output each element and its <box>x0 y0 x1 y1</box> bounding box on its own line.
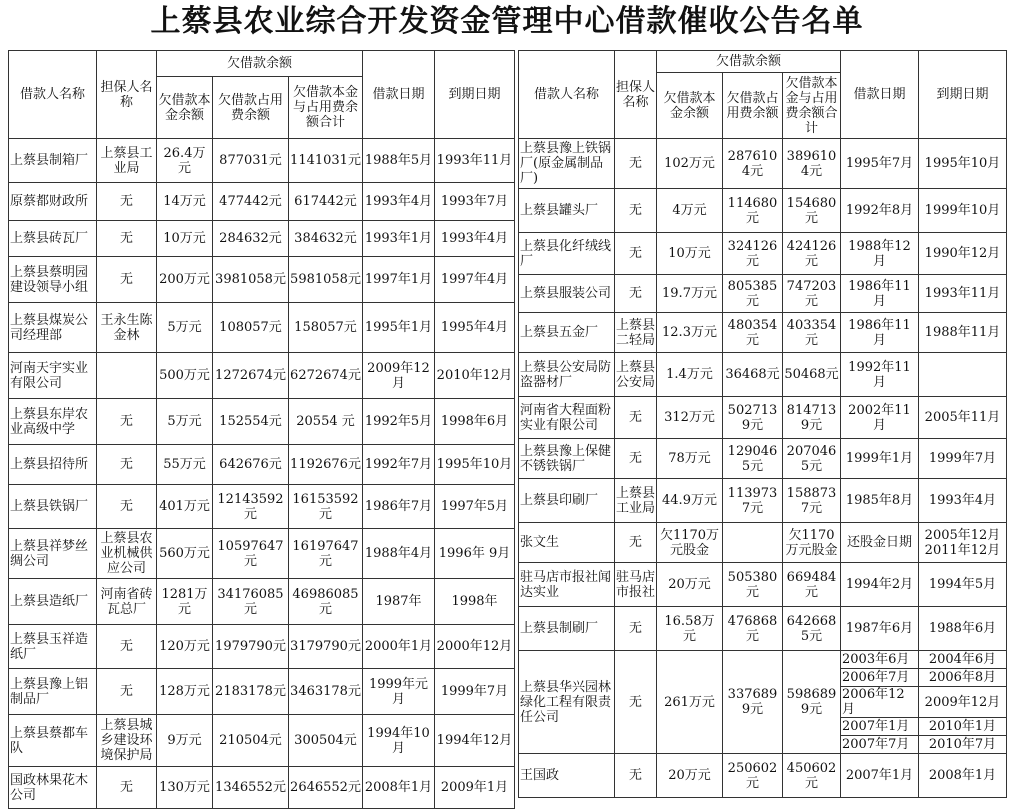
total-balance: 1141031元 <box>289 139 363 183</box>
fee-balance: 477442元 <box>213 183 289 221</box>
fee-balance: 1979790元 <box>213 625 289 669</box>
total-balance: 158057元 <box>289 303 363 353</box>
table-row <box>519 139 1007 189</box>
table-row <box>519 275 1007 313</box>
guarantor-name: 无 <box>615 189 657 233</box>
due-date: 2010年12月 <box>435 353 515 399</box>
principal-balance: 4万元 <box>657 189 723 233</box>
header-fee: 欠借款占用费余额 <box>723 73 783 139</box>
table-row <box>9 399 515 445</box>
principal-balance: 120万元 <box>157 625 213 669</box>
total-balance: 617442元 <box>289 183 363 221</box>
borrower-name: 驻马店市报社闻达实业 <box>519 563 615 607</box>
fee-balance: 505380元 <box>723 563 783 607</box>
table-row <box>9 353 515 399</box>
guarantor-name: 上蔡县工业局 <box>97 139 157 183</box>
principal-balance: 128万元 <box>157 669 213 715</box>
table-row <box>9 221 515 257</box>
table-row <box>9 529 515 579</box>
borrow-date: 1992年7月 <box>363 445 435 485</box>
left-table <box>8 50 515 809</box>
borrower-name: 上蔡县豫上保健不锈铁锅厂 <box>519 439 615 479</box>
due-date: 1988年11月 <box>919 313 1007 353</box>
due-date: 1999年7月 <box>435 669 515 715</box>
guarantor-name: 无 <box>97 669 157 715</box>
principal-balance: 78万元 <box>657 439 723 479</box>
borrow-date: 2002年11月 <box>841 397 919 439</box>
fee-balance: 34176085元 <box>213 579 289 625</box>
principal-balance: 10万元 <box>157 221 213 257</box>
header-owed: 欠借款余额 <box>657 51 841 73</box>
principal-balance: 312万元 <box>657 397 723 439</box>
borrow-date: 2006年7月 <box>841 669 919 687</box>
table-row <box>519 233 1007 275</box>
borrower-name: 原蔡都财政所 <box>9 183 97 221</box>
principal-balance: 1281万元 <box>157 579 213 625</box>
due-date: 2005年11月 <box>919 397 1007 439</box>
borrow-date: 1992年11月 <box>841 353 919 397</box>
borrower-name: 上蔡县招待所 <box>9 445 97 485</box>
due-date: 2010年7月 <box>919 736 1007 754</box>
fee-balance: 476868元 <box>723 607 783 651</box>
borrower-name: 上蔡县制箱厂 <box>9 139 97 183</box>
total-balance: 154680元 <box>783 189 841 233</box>
table-row <box>9 183 515 221</box>
guarantor-name: 驻马店市报社 <box>615 563 657 607</box>
due-date: 2008年1月 <box>919 754 1007 798</box>
due-date: 1995年4月 <box>435 303 515 353</box>
due-date: 1990年12月 <box>919 233 1007 275</box>
principal-balance: 16.58万元 <box>657 607 723 651</box>
borrow-date: 还股金日期 <box>841 523 919 563</box>
page-title: 上蔡县农业综合开发资金管理中心借款催收公告名单 <box>150 4 864 39</box>
total-balance: 20554 元 <box>289 399 363 445</box>
total-balance: 1588737元 <box>783 479 841 523</box>
guarantor-name <box>97 353 157 399</box>
guarantor-name: 无 <box>97 625 157 669</box>
borrow-date: 2007年1月 <box>841 754 919 798</box>
borrow-date: 2007年7月 <box>841 736 919 754</box>
fee-balance <box>723 523 783 563</box>
borrower-name: 上蔡县玉祥造纸厂 <box>9 625 97 669</box>
total-balance: 3896104元 <box>783 139 841 189</box>
header-principal: 欠借款本金余额 <box>157 77 213 139</box>
total-balance: 403354元 <box>783 313 841 353</box>
header-name: 借款人名称 <box>9 51 97 139</box>
principal-balance: 26.4万元 <box>157 139 213 183</box>
guarantor-name: 无 <box>615 607 657 651</box>
principal-balance: 1.4万元 <box>657 353 723 397</box>
guarantor-name: 无 <box>615 754 657 798</box>
total-balance: 6426685元 <box>783 607 841 651</box>
principal-balance: 10万元 <box>657 233 723 275</box>
principal-balance: 130万元 <box>157 767 213 809</box>
due-date: 1995年10月 <box>435 445 515 485</box>
fee-balance: 5027139元 <box>723 397 783 439</box>
principal-balance: 560万元 <box>157 529 213 579</box>
borrow-date: 1993年1月 <box>363 221 435 257</box>
total-balance: 16153592元 <box>289 485 363 529</box>
principal-balance: 200万元 <box>157 257 213 303</box>
guarantor-name: 无 <box>615 397 657 439</box>
header-total: 欠借款本金与占用费余额合计 <box>289 77 363 139</box>
borrower-name: 上蔡县煤炭公司经理部 <box>9 303 97 353</box>
table-row <box>9 485 515 529</box>
total-balance: 50468元 <box>783 353 841 397</box>
fee-balance: 1139737元 <box>723 479 783 523</box>
due-date: 2000年12月 <box>435 625 515 669</box>
borrow-date: 1985年8月 <box>841 479 919 523</box>
due-date <box>919 353 1007 397</box>
table-row <box>519 651 1007 669</box>
guarantor-name: 上蔡县工业局 <box>615 479 657 523</box>
borrow-date: 1986年11月 <box>841 275 919 313</box>
total-balance: 6272674元 <box>289 353 363 399</box>
guarantor-name: 无 <box>97 221 157 257</box>
due-date: 1999年7月 <box>919 439 1007 479</box>
borrow-date: 2000年1月 <box>363 625 435 669</box>
due-date: 1993年4月 <box>435 221 515 257</box>
borrower-name: 上蔡县制刷厂 <box>519 607 615 651</box>
due-date: 1993年7月 <box>435 183 515 221</box>
principal-balance: 14万元 <box>157 183 213 221</box>
guarantor-name: 无 <box>97 399 157 445</box>
total-balance: 747203元 <box>783 275 841 313</box>
fee-balance: 805385元 <box>723 275 783 313</box>
table-row <box>519 439 1007 479</box>
total-balance: 5981058元 <box>289 257 363 303</box>
table-row <box>519 353 1007 397</box>
table-row <box>9 715 515 767</box>
fee-balance: 2183178元 <box>213 669 289 715</box>
due-date: 2006年8月 <box>919 669 1007 687</box>
total-balance: 450602元 <box>783 754 841 798</box>
borrower-name: 上蔡县五金厂 <box>519 313 615 353</box>
principal-balance: 401万元 <box>157 485 213 529</box>
borrower-name: 上蔡县东岸农业高级中学 <box>9 399 97 445</box>
borrow-date: 1995年7月 <box>841 139 919 189</box>
borrower-name: 上蔡县印刷厂 <box>519 479 615 523</box>
total-balance: 384632元 <box>289 221 363 257</box>
table-row <box>9 303 515 353</box>
fee-balance: 1290465元 <box>723 439 783 479</box>
fee-balance: 3376899元 <box>723 651 783 754</box>
guarantor-name: 上蔡县城乡建设环境保护局 <box>97 715 157 767</box>
header-owed: 欠借款余额 <box>157 51 363 77</box>
principal-balance: 19.7万元 <box>657 275 723 313</box>
total-balance: 3179790元 <box>289 625 363 669</box>
guarantor-name: 上蔡县二轻局 <box>615 313 657 353</box>
table-row <box>9 139 515 183</box>
borrow-date: 1993年4月 <box>363 183 435 221</box>
borrower-name: 上蔡县服装公司 <box>519 275 615 313</box>
table-row <box>9 257 515 303</box>
guarantor-name: 无 <box>615 651 657 754</box>
fee-balance: 284632元 <box>213 221 289 257</box>
total-balance: 46986085元 <box>289 579 363 625</box>
borrow-date: 1988年5月 <box>363 139 435 183</box>
table-row <box>519 313 1007 353</box>
total-balance: 300504元 <box>289 715 363 767</box>
table-row <box>9 625 515 669</box>
guarantor-name: 无 <box>615 275 657 313</box>
table-row <box>9 669 515 715</box>
header-guarantor: 担保人名称 <box>97 51 157 139</box>
principal-balance: 20万元 <box>657 563 723 607</box>
due-date: 1994年12月 <box>435 715 515 767</box>
borrow-date: 2003年6月 <box>841 651 919 669</box>
borrower-name: 上蔡县蔡明园建设领导小组 <box>9 257 97 303</box>
guarantor-name: 无 <box>97 183 157 221</box>
borrow-date: 1992年5月 <box>363 399 435 445</box>
borrow-date: 1997年1月 <box>363 257 435 303</box>
total-balance: 424126元 <box>783 233 841 275</box>
borrow-date: 1999年1月 <box>841 439 919 479</box>
header-borrow-date: 借款日期 <box>841 51 919 139</box>
borrower-name: 上蔡县祥梦丝绸公司 <box>9 529 97 579</box>
header-total: 欠借款本金与占用费余额合计 <box>783 73 841 139</box>
total-balance: 669484元 <box>783 563 841 607</box>
table-row <box>9 445 515 485</box>
guarantor-name: 无 <box>97 485 157 529</box>
guarantor-name: 无 <box>615 439 657 479</box>
fee-balance: 250602元 <box>723 754 783 798</box>
table-row <box>519 189 1007 233</box>
table-row <box>519 607 1007 651</box>
table-row <box>9 579 515 625</box>
principal-balance: 55万元 <box>157 445 213 485</box>
right-table <box>518 50 1007 798</box>
header-name: 借款人名称 <box>519 51 615 139</box>
due-date: 1995年10月 <box>919 139 1007 189</box>
principal-balance: 12.3万元 <box>657 313 723 353</box>
principal-balance: 9万元 <box>157 715 213 767</box>
header-principal: 欠借款本金余额 <box>657 73 723 139</box>
borrower-name: 上蔡县罐头厂 <box>519 189 615 233</box>
principal-balance: 44.9万元 <box>657 479 723 523</box>
borrower-name: 张文生 <box>519 523 615 563</box>
due-date: 1988年6月 <box>919 607 1007 651</box>
fee-balance: 152554元 <box>213 399 289 445</box>
due-date: 1997年4月 <box>435 257 515 303</box>
borrower-name: 王国政 <box>519 754 615 798</box>
guarantor-name: 无 <box>615 233 657 275</box>
borrow-date: 1995年1月 <box>363 303 435 353</box>
guarantor-name: 王永生陈金林 <box>97 303 157 353</box>
total-balance: 2646552元 <box>289 767 363 809</box>
guarantor-name: 无 <box>615 139 657 189</box>
fee-balance: 642676元 <box>213 445 289 485</box>
total-balance: 5986899元 <box>783 651 841 754</box>
due-date: 2009年1月 <box>435 767 515 809</box>
borrow-date: 1994年2月 <box>841 563 919 607</box>
fee-balance: 877031元 <box>213 139 289 183</box>
borrow-date: 1986年7月 <box>363 485 435 529</box>
total-balance: 16197647元 <box>289 529 363 579</box>
borrower-name: 上蔡县华兴园林绿化工程有限责任公司 <box>519 651 615 754</box>
fee-balance: 1272674元 <box>213 353 289 399</box>
guarantor-name: 上蔡县农业机械供应公司 <box>97 529 157 579</box>
total-balance: 2070465元 <box>783 439 841 479</box>
header-due-date: 到期日期 <box>919 51 1007 139</box>
borrower-name: 河南省大程面粉实业有限公司 <box>519 397 615 439</box>
principal-balance: 欠1170万元股金 <box>657 523 723 563</box>
borrower-name: 国政林果花木公司 <box>9 767 97 809</box>
fee-balance: 114680元 <box>723 189 783 233</box>
borrower-name: 上蔡县化纤绒线厂 <box>519 233 615 275</box>
borrow-date: 1994年10月 <box>363 715 435 767</box>
fee-balance: 210504元 <box>213 715 289 767</box>
principal-balance: 5万元 <box>157 399 213 445</box>
guarantor-name: 无 <box>97 257 157 303</box>
fee-balance: 12143592元 <box>213 485 289 529</box>
table-row <box>9 767 515 809</box>
principal-balance: 500万元 <box>157 353 213 399</box>
due-date: 2005年12月 2011年12月 <box>919 523 1007 563</box>
header-fee: 欠借款占用费余额 <box>213 77 289 139</box>
total-balance: 3463178元 <box>289 669 363 715</box>
due-date: 1996年 9月 <box>435 529 515 579</box>
fee-balance: 10597647元 <box>213 529 289 579</box>
borrower-name: 上蔡县造纸厂 <box>9 579 97 625</box>
fee-balance: 480354元 <box>723 313 783 353</box>
fee-balance: 324126元 <box>723 233 783 275</box>
table-row <box>519 523 1007 563</box>
due-date: 1993年11月 <box>919 275 1007 313</box>
principal-balance: 261万元 <box>657 651 723 754</box>
table-row <box>519 563 1007 607</box>
fee-balance: 108057元 <box>213 303 289 353</box>
due-date: 1997年5月 <box>435 485 515 529</box>
borrow-date: 2007年1月 <box>841 718 919 736</box>
borrow-date: 1992年8月 <box>841 189 919 233</box>
header-due-date: 到期日期 <box>435 51 515 139</box>
due-date: 1998年 <box>435 579 515 625</box>
borrower-name: 上蔡县铁锅厂 <box>9 485 97 529</box>
borrow-date: 1986年11月 <box>841 313 919 353</box>
borrow-date: 2006年12月 <box>841 687 919 718</box>
borrow-date: 2009年12月 <box>363 353 435 399</box>
borrower-name: 上蔡县豫上铝制品厂 <box>9 669 97 715</box>
total-balance: 1192676元 <box>289 445 363 485</box>
header-guarantor: 担保人名称 <box>615 51 657 139</box>
header-borrow-date: 借款日期 <box>363 51 435 139</box>
total-balance: 8147139元 <box>783 397 841 439</box>
guarantor-name: 河南省砖瓦总厂 <box>97 579 157 625</box>
table-row <box>519 754 1007 798</box>
total-balance: 欠1170万元股金 <box>783 523 841 563</box>
principal-balance: 102万元 <box>657 139 723 189</box>
guarantor-name: 上蔡县公安局 <box>615 353 657 397</box>
borrow-date: 1987年 <box>363 579 435 625</box>
guarantor-name: 无 <box>97 767 157 809</box>
borrower-name: 河南天宇实业有限公司 <box>9 353 97 399</box>
principal-balance: 5万元 <box>157 303 213 353</box>
fee-balance: 2876104元 <box>723 139 783 189</box>
table-row <box>519 479 1007 523</box>
fee-balance: 1346552元 <box>213 767 289 809</box>
guarantor-name: 无 <box>97 445 157 485</box>
borrow-date: 1988年12月 <box>841 233 919 275</box>
principal-balance: 20万元 <box>657 754 723 798</box>
due-date: 2010年1月 <box>919 718 1007 736</box>
table-row <box>519 397 1007 439</box>
borrower-name: 上蔡县豫上铁锅厂(原金属制品厂) <box>519 139 615 189</box>
borrower-name: 上蔡县砖瓦厂 <box>9 221 97 257</box>
due-date: 1998年6月 <box>435 399 515 445</box>
due-date: 1999年10月 <box>919 189 1007 233</box>
due-date: 1993年4月 <box>919 479 1007 523</box>
fee-balance: 36468元 <box>723 353 783 397</box>
borrow-date: 1999年元月 <box>363 669 435 715</box>
due-date: 1994年5月 <box>919 563 1007 607</box>
fee-balance: 3981058元 <box>213 257 289 303</box>
borrower-name: 上蔡县公安局防盗器材厂 <box>519 353 615 397</box>
guarantor-name: 无 <box>615 523 657 563</box>
borrow-date: 1988年4月 <box>363 529 435 579</box>
borrower-name: 上蔡县蔡都车队 <box>9 715 97 767</box>
borrow-date: 1987年6月 <box>841 607 919 651</box>
due-date: 1993年11月 <box>435 139 515 183</box>
due-date: 2004年6月 <box>919 651 1007 669</box>
borrow-date: 2008年1月 <box>363 767 435 809</box>
due-date: 2009年12月 <box>919 687 1007 718</box>
